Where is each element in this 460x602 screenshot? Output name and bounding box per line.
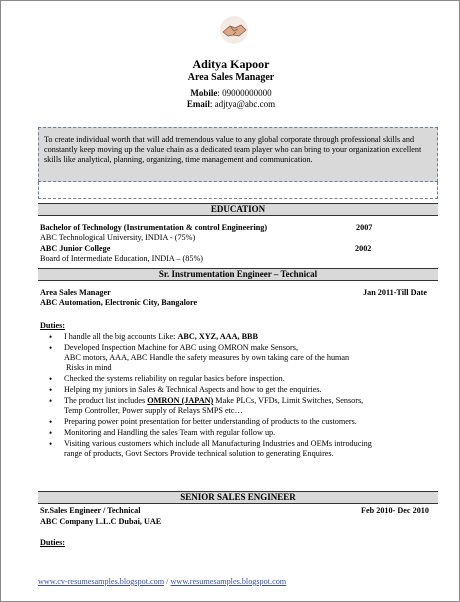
mobile-value: : 09000000000 xyxy=(217,88,272,98)
duty-item: • I handle all the big accounts Like: ABC, XYZ, AAA, BBB xyxy=(64,332,444,342)
footer-link[interactable]: www.cv-resumesamples.blogspot.com xyxy=(38,577,165,586)
job2-heading: SENIOR SALES ENGINEER xyxy=(38,491,438,504)
candidate-name: Aditya Kapoor xyxy=(192,57,270,71)
candidate-role: Area Sales Manager xyxy=(187,72,275,83)
job1-company: ABC Automation, Electronic City, Bangalore xyxy=(40,298,198,307)
job1-title: Area Sales Manager xyxy=(40,288,111,297)
footer-link[interactable]: www.resumesamples.blogspot.com xyxy=(170,577,287,586)
education-heading: EDUCATION xyxy=(38,203,438,216)
divider xyxy=(38,182,39,199)
email-line xyxy=(1,99,460,110)
job1-dates: Jan 2011-Till Date xyxy=(363,288,427,297)
duty-brand: OMRON (JAPAN) xyxy=(147,396,214,405)
duty-item: • Preparing power point presentation for better understanding of products to the customers. xyxy=(64,417,444,427)
job2-dates: Feb 2010- Dec 2010 xyxy=(361,506,429,515)
job2-title: Sr.Sales Engineer / Technical xyxy=(40,506,141,515)
education-degree: Bachelor of Technology (Instrumentation & control Engineering) xyxy=(40,223,268,232)
handshake-icon xyxy=(219,15,249,45)
duty-item: • Developed Inspection Machine for ABC using OMRON make Sensors, ABC motors, AAA, ABC Handle the safety measures by own taking care of the human Risks in mind xyxy=(64,343,444,373)
duty-accounts: ABC, XYZ, AAA, BBB xyxy=(177,332,258,341)
mobile-line xyxy=(1,88,460,99)
job1-duties-list xyxy=(64,332,444,460)
job1-duties-label: Duties: xyxy=(40,321,66,330)
education-degree: ABC Junior College xyxy=(40,244,111,253)
objective-box: To create individual worth that will add tremendous value to any global corporate through professional skills and constantly keep moving up the value chain as a dedicated team player who can bring to your organization excellent skills like analytical, planning, organizing, time management and communication. xyxy=(38,127,438,182)
duty-item: • Monitoring and Handling the sales Team with regular follow up. xyxy=(64,428,444,438)
duty-item: • Visiting various customers which include all Manufacturing Industries and OEMs introducing range of products, Govt Sectors Provide technical solution to generating Enquires. xyxy=(64,439,444,459)
duty-item: • Checked the systems reliability on regular basics before inspection. xyxy=(64,374,444,384)
mobile-label: Mobile xyxy=(190,88,218,98)
job1-heading: Sr. Instrumentation Engineer – Technical xyxy=(38,268,438,281)
education-year: 2007 xyxy=(356,223,373,232)
education-year: 2002 xyxy=(355,244,372,253)
education-institution: Board of Intermediate Education, INDIA – (85%) xyxy=(40,254,204,263)
education-institution: ABC Technological University, INDIA - (75%) xyxy=(40,233,196,242)
email-label: Email xyxy=(186,99,210,109)
footer-separator: / xyxy=(164,577,171,586)
duty-item: • Helping my juniors in Sales & Technical Aspects and how to get the enquiries. xyxy=(64,385,444,395)
email-value: : adjtya@abc.com xyxy=(209,99,276,109)
footer xyxy=(38,577,286,587)
divider xyxy=(437,182,438,199)
job2-company: ABC Company L.L.C Dubai, UAE xyxy=(40,517,162,526)
divider xyxy=(38,198,438,199)
job2-duties-label: Duties: xyxy=(40,538,66,547)
duty-item: • The product list includes OMRON (JAPAN) Make PLCs, VFDs, Limit Switches, Sensors, Temp Controller, Power supply of Relays SMPS etc… xyxy=(64,396,444,416)
